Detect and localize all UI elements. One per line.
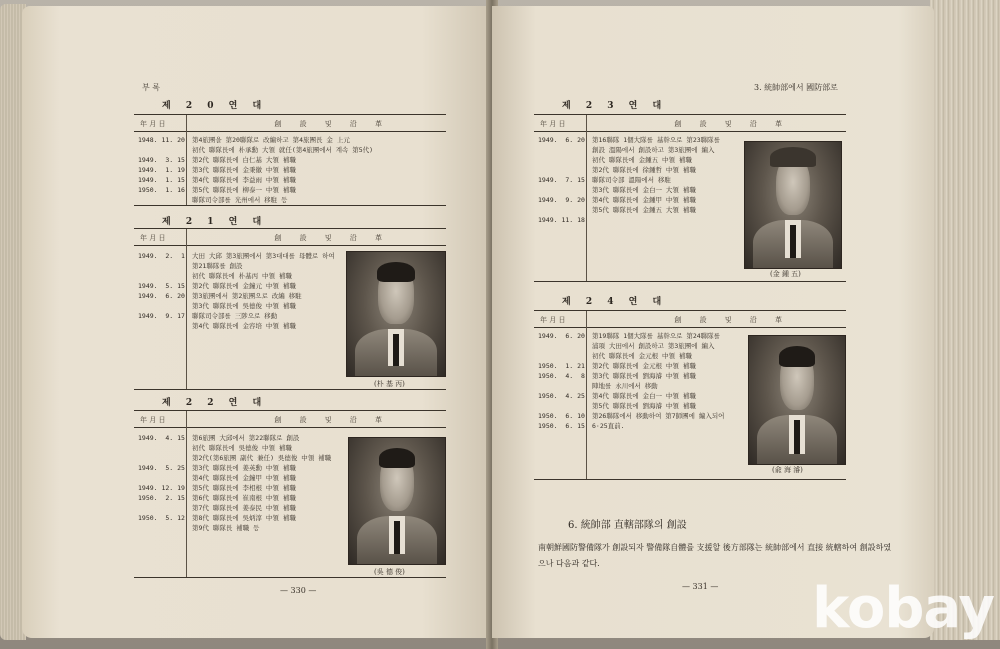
column-divider [186,411,187,577]
unit-24-table [534,310,846,480]
col-date-label: 年 月 日 [140,234,166,242]
portrait-caption-21: (朴 基 丙) [374,380,405,388]
col-date-label: 年 月 日 [540,120,566,128]
right-page [492,6,934,638]
unit-23-text: 第16聯隊 1個大隊를 基幹으로 第23聯隊를 創設 溫陽에서 創設하고 第3旅團에 編入 初代 聯隊長에 金鍾五 中領 補職 第2代 聯隊長에 徐鍾哲 中領 補職 聯隊司令部 溫陽에서 移駐 第3代 聯隊長에 金白一 大領 補職 第4代 聯隊長에 金鍾甲 中領 補職 第5代 聯隊長에 金鍾五 大領 補職 [592,136,720,214]
unit-22-table-header [134,411,446,428]
portrait-caption-24: (兪 海 濬) [772,466,803,474]
unit-23-table [534,114,846,282]
unit-23-title: 제 2 3 연 대 [562,101,668,111]
portrait-photo-23 [744,141,842,269]
left-page-number: — 330 — [280,586,317,595]
section-paragraph: 南朝鮮國防警備隊가 創設되자 警備隊自體를 支援할 後方部隊는 統帥部에서 直接 統轄하여 創設하였으나 다음과 같다. [538,543,892,568]
unit-21-table [134,228,446,390]
unit-20-table [134,114,446,206]
right-page-number: — 331 — [682,582,719,591]
left-header: 부 록 [142,83,160,92]
unit-24-table-header [534,311,846,328]
col-content-label: 創 設 및 沿 革 [274,234,391,242]
unit-22-title: 제 2 2 연 대 [162,398,268,408]
unit-21-dates: 1949. 2. 1 1949. 5. 15 1949. 6. 20 1949. 9. 17 [138,252,185,320]
unit-21-text: 大田 大邱 第3旅團에서 第3대대를 母體로 하여 第21聯隊를 創設 初代 聯隊長에 朴基丙 中領 補職 第2代 聯隊長에 金鐘元 中領 補職 第3旅團에서 第2旅團으로 改編 移駐 第3代 聯隊長에 吳德俊 中領 補職 聯隊司令部를 三陟으로 移動 第4代 聯隊長에 金容培 中領 補職 [192,252,335,330]
unit-23-table-header [534,115,846,132]
column-divider [186,229,187,389]
col-content-label: 創 設 및 沿 革 [274,120,391,128]
col-date-label: 年 月 日 [140,120,166,128]
column-divider [586,115,587,281]
portrait-photo-24 [748,335,846,465]
portrait-photo-22 [348,437,446,565]
col-content-label: 創 設 및 沿 革 [674,120,791,128]
right-page-edges [930,0,1000,640]
unit-20-table-header [134,115,446,132]
unit-21-title: 제 2 1 연 대 [162,217,268,227]
col-content-label: 創 設 및 沿 革 [274,416,391,424]
unit-24-text: 第19聯隊 1個大隊를 基幹으로 第24聯隊를 浦項 大田에서 創設하고 第3旅團에 編入 初代 聯隊長에 金元根 中領 補職 第2代 聯隊長에 金元根 中領 補職 第3代 聯隊長에 劉海濬 中領 補職 陣地를 永川에서 移動 第4代 聯隊長에 金白一 中領 補職 第5代 聯隊長에 劉海濬 中領 補職 第26聯隊에서 移動하여 第7師團에 編入되어 6·25直前. [592,332,725,430]
portrait-photo-21 [346,251,446,377]
unit-22-dates: 1949. 4. 15 1949. 5. 25 1949. 12. 19 1950. 2. 15 1950. 5. 12 [138,434,185,522]
right-header: 3. 統帥部에서 國防部로 [754,83,838,92]
unit-24-title: 제 2 4 연 대 [562,297,668,307]
portrait-caption-22: (吳 德 俊) [374,568,405,576]
unit-20-title: 제 2 0 연 대 [162,101,268,111]
unit-22-text: 第6旅團 大邱에서 第22聯隊로 創設 初代 聯隊長에 吳德俊 中領 補職 第2代(第6旅團 副代 兼任) 吳德俊 中領 補職 第3代 聯隊長에 姜英勳 中領 補職 第4代 聯隊長에 金鐘甲 中領 補職 第5代 聯隊長에 李相根 中領 補職 第6代 聯隊長에 崔南根 中領 補職 第7代 聯隊長에 姜泰民 中領 補職 第8代 聯隊長에 吳炳淳 中領 補職 第9代 聯隊長 補職 등 [192,434,332,532]
section-heading: 6. 統帥部 直轄部隊의 創設 [568,520,687,531]
unit-24-dates: 1949. 6. 20 1950. 1. 21 1950. 4. 8 1950. 4. 25 1950. 6. 10 1950. 6. 15 [538,332,585,430]
unit-23-dates: 1949. 6. 20 1949. 7. 15 1949. 9. 20 1949. 11. 18 [538,136,585,224]
unit-21-table-header [134,229,446,246]
col-content-label: 創 設 및 沿 革 [674,316,791,324]
portrait-caption-23: (金 鍾 五) [770,270,801,278]
col-date-label: 年 月 日 [140,416,166,424]
col-date-label: 年 月 日 [540,316,566,324]
kobay-watermark-logo: kobay [812,576,994,641]
left-page [22,6,492,638]
unit-20-dates: 1948. 11. 20 1949. 3. 15 1949. 1. 19 1949. 1. 15 1950. 1. 16 [138,136,185,194]
unit-22-table [134,410,446,578]
unit-20-text: 第4旅團을 第20聯隊로 改編하고 第4旅團長 金 上元 初代 聯隊長에 朴承勳 大領 就任(第4旅團에서 계속 第5代) 第2代 聯隊長에 白仁基 大領 補職 第3代 聯隊長에 金秉徽 中領 補職 第4代 聯隊長에 李益雨 中領 補職 第5代 聯隊長에 柳泰一 中領 補職 聯隊司令部를 光州에서 移駐 등 [192,136,374,204]
column-divider [186,115,187,205]
column-divider [586,311,587,479]
